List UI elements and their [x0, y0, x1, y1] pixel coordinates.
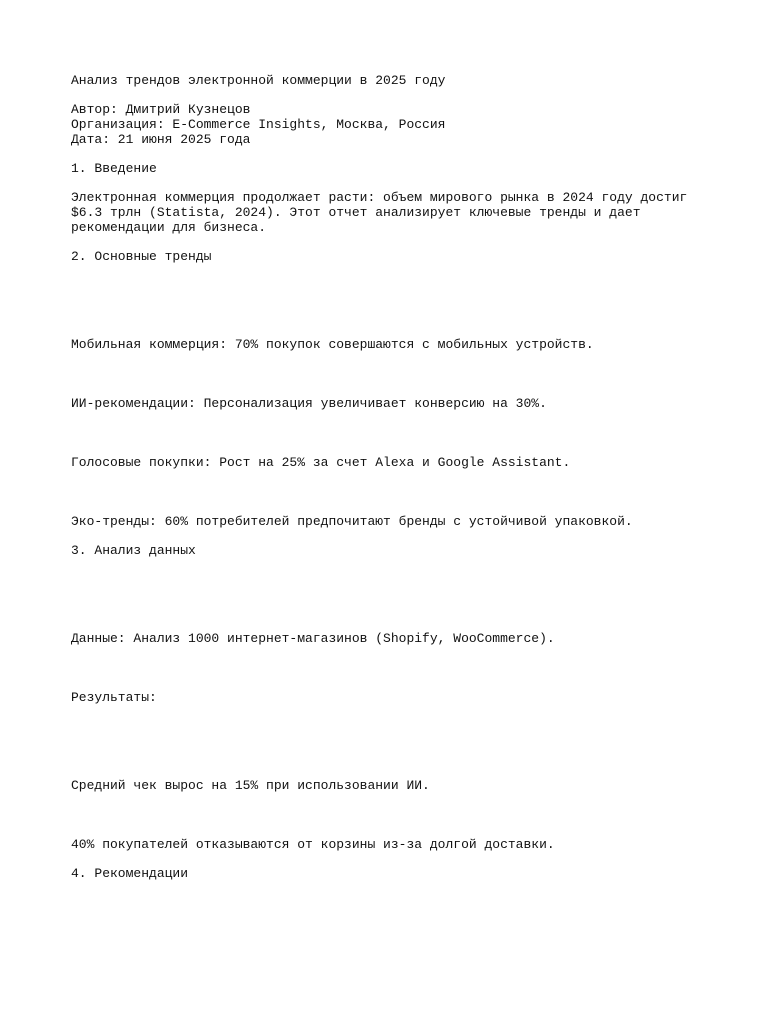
- intro-paragraph-line: $6.3 трлн (Statista, 2024). Этот отчет анализирует ключевые тренды и дает: [71, 205, 641, 220]
- section-heading-data-analysis: 3. Анализ данных: [71, 543, 196, 558]
- intro-paragraph-line: Электронная коммерция продолжает расти: объем мирового рынка в 2024 году достиг: [71, 190, 688, 205]
- intro-paragraph-line: рекомендации для бизнеса.: [71, 220, 267, 235]
- data-analysis-item: Данные: Анализ 1000 интернет-магазинов (Shopify, WooCommerce).: [71, 631, 555, 646]
- organization-line: Организация: E-Commerce Insights, Москва, Россия: [71, 117, 446, 132]
- section-heading-introduction: 1. Введение: [71, 161, 157, 176]
- data-analysis-item: Результаты:: [71, 690, 157, 705]
- section-heading-recommendations: 4. Рекомендации: [71, 866, 189, 881]
- result-item: 40% покупателей отказываются от корзины из-за долгой доставки.: [71, 837, 555, 852]
- trend-item: Мобильная коммерция: 70% покупок совершаются с мобильных устройств.: [71, 337, 594, 352]
- trend-item: ИИ-рекомендации: Персонализация увеличивает конверсию на 30%.: [71, 396, 547, 411]
- trend-item: Эко-тренды: 60% потребителей предпочитают бренды с устойчивой упаковкой.: [71, 514, 633, 529]
- result-item: Средний чек вырос на 15% при использовании ИИ.: [71, 778, 430, 793]
- author-line: Автор: Дмитрий Кузнецов: [71, 102, 251, 117]
- section-heading-trends: 2. Основные тренды: [71, 249, 212, 264]
- trend-item: Голосовые покупки: Рост на 25% за счет Alexa и Google Assistant.: [71, 455, 571, 470]
- document-title: Анализ трендов электронной коммерции в 2025 году: [71, 73, 446, 88]
- date-line: Дата: 21 июня 2025 года: [71, 132, 251, 147]
